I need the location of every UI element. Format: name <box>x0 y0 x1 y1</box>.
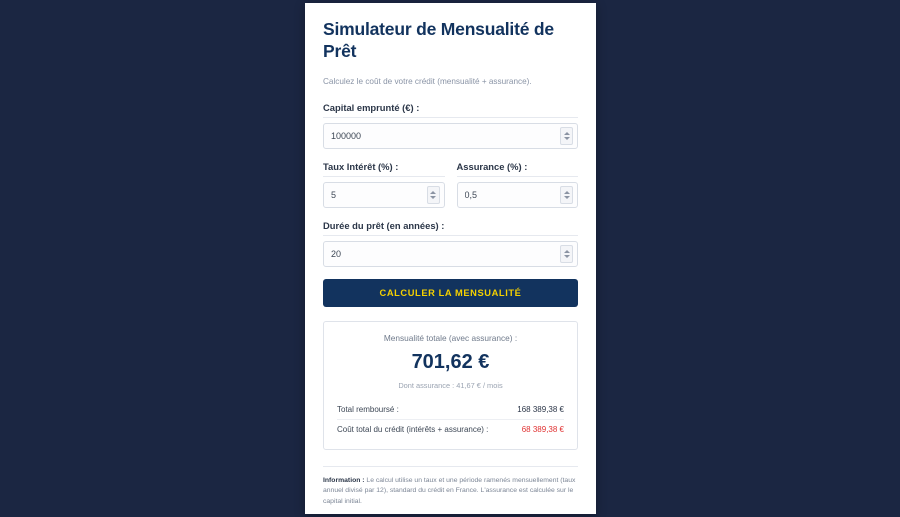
chevron-up-icon[interactable] <box>564 132 570 135</box>
taux-column <box>323 161 445 220</box>
total-repaid-row <box>337 402 564 417</box>
chevron-down-icon[interactable] <box>430 196 436 199</box>
info-note-label: Information : <box>323 476 365 484</box>
duree-stepper[interactable] <box>560 245 573 263</box>
assurance-field-wrap <box>457 182 579 208</box>
chevron-down-icon[interactable] <box>564 196 570 199</box>
taux-label: Taux Intérêt (%) : <box>323 161 445 177</box>
total-repaid-value: 168 389,38 € <box>517 404 564 414</box>
info-note-text: Le calcul utilise un taux et une période ramenés mensuellement (taux annuel divisé par 12), standard du crédit en France. L'assurance est calculée sur le capital initial. <box>323 476 576 505</box>
chevron-down-icon[interactable] <box>564 255 570 258</box>
total-cost-row <box>337 419 564 437</box>
chevron-down-icon[interactable] <box>564 137 570 140</box>
monthly-payment-amount: 701,62 € <box>411 350 490 373</box>
loan-simulator-card <box>305 3 596 514</box>
result-caption: Mensualité totale (avec assurance) : <box>383 332 518 343</box>
capital-input[interactable] <box>323 123 578 149</box>
capital-field-wrap <box>323 123 578 149</box>
taux-field-wrap <box>323 182 445 208</box>
duree-label: Durée du prêt (en années) : <box>323 220 578 236</box>
result-panel <box>323 321 578 450</box>
insurance-note: Dont assurance : 41,67 € / mois <box>398 380 503 390</box>
assurance-stepper[interactable] <box>560 186 573 204</box>
calculate-button[interactable]: CALCULER LA MENSUALITÉ <box>323 279 578 307</box>
capital-label: Capital emprunté (€) : <box>323 102 578 118</box>
total-cost-label: Coût total du crédit (intérêts + assurance) : <box>337 424 489 434</box>
total-repaid-label: Total remboursé : <box>337 404 399 414</box>
chevron-up-icon[interactable] <box>564 250 570 253</box>
capital-stepper[interactable] <box>560 127 573 145</box>
taux-stepper[interactable] <box>427 186 440 204</box>
duree-input[interactable] <box>323 241 578 267</box>
page-title: Simulateur de Mensualité de Prêt <box>323 19 554 61</box>
duree-field-wrap <box>323 241 578 267</box>
chevron-up-icon[interactable] <box>564 191 570 194</box>
rate-row <box>323 161 578 220</box>
chevron-up-icon[interactable] <box>430 191 436 194</box>
total-cost-value: 68 389,38 € <box>521 424 564 434</box>
info-note <box>323 466 578 508</box>
page-subtitle: Calculez le coût de votre crédit (mensualité + assurance). <box>323 76 532 86</box>
assurance-column <box>457 161 579 220</box>
assurance-label: Assurance (%) : <box>457 161 579 177</box>
